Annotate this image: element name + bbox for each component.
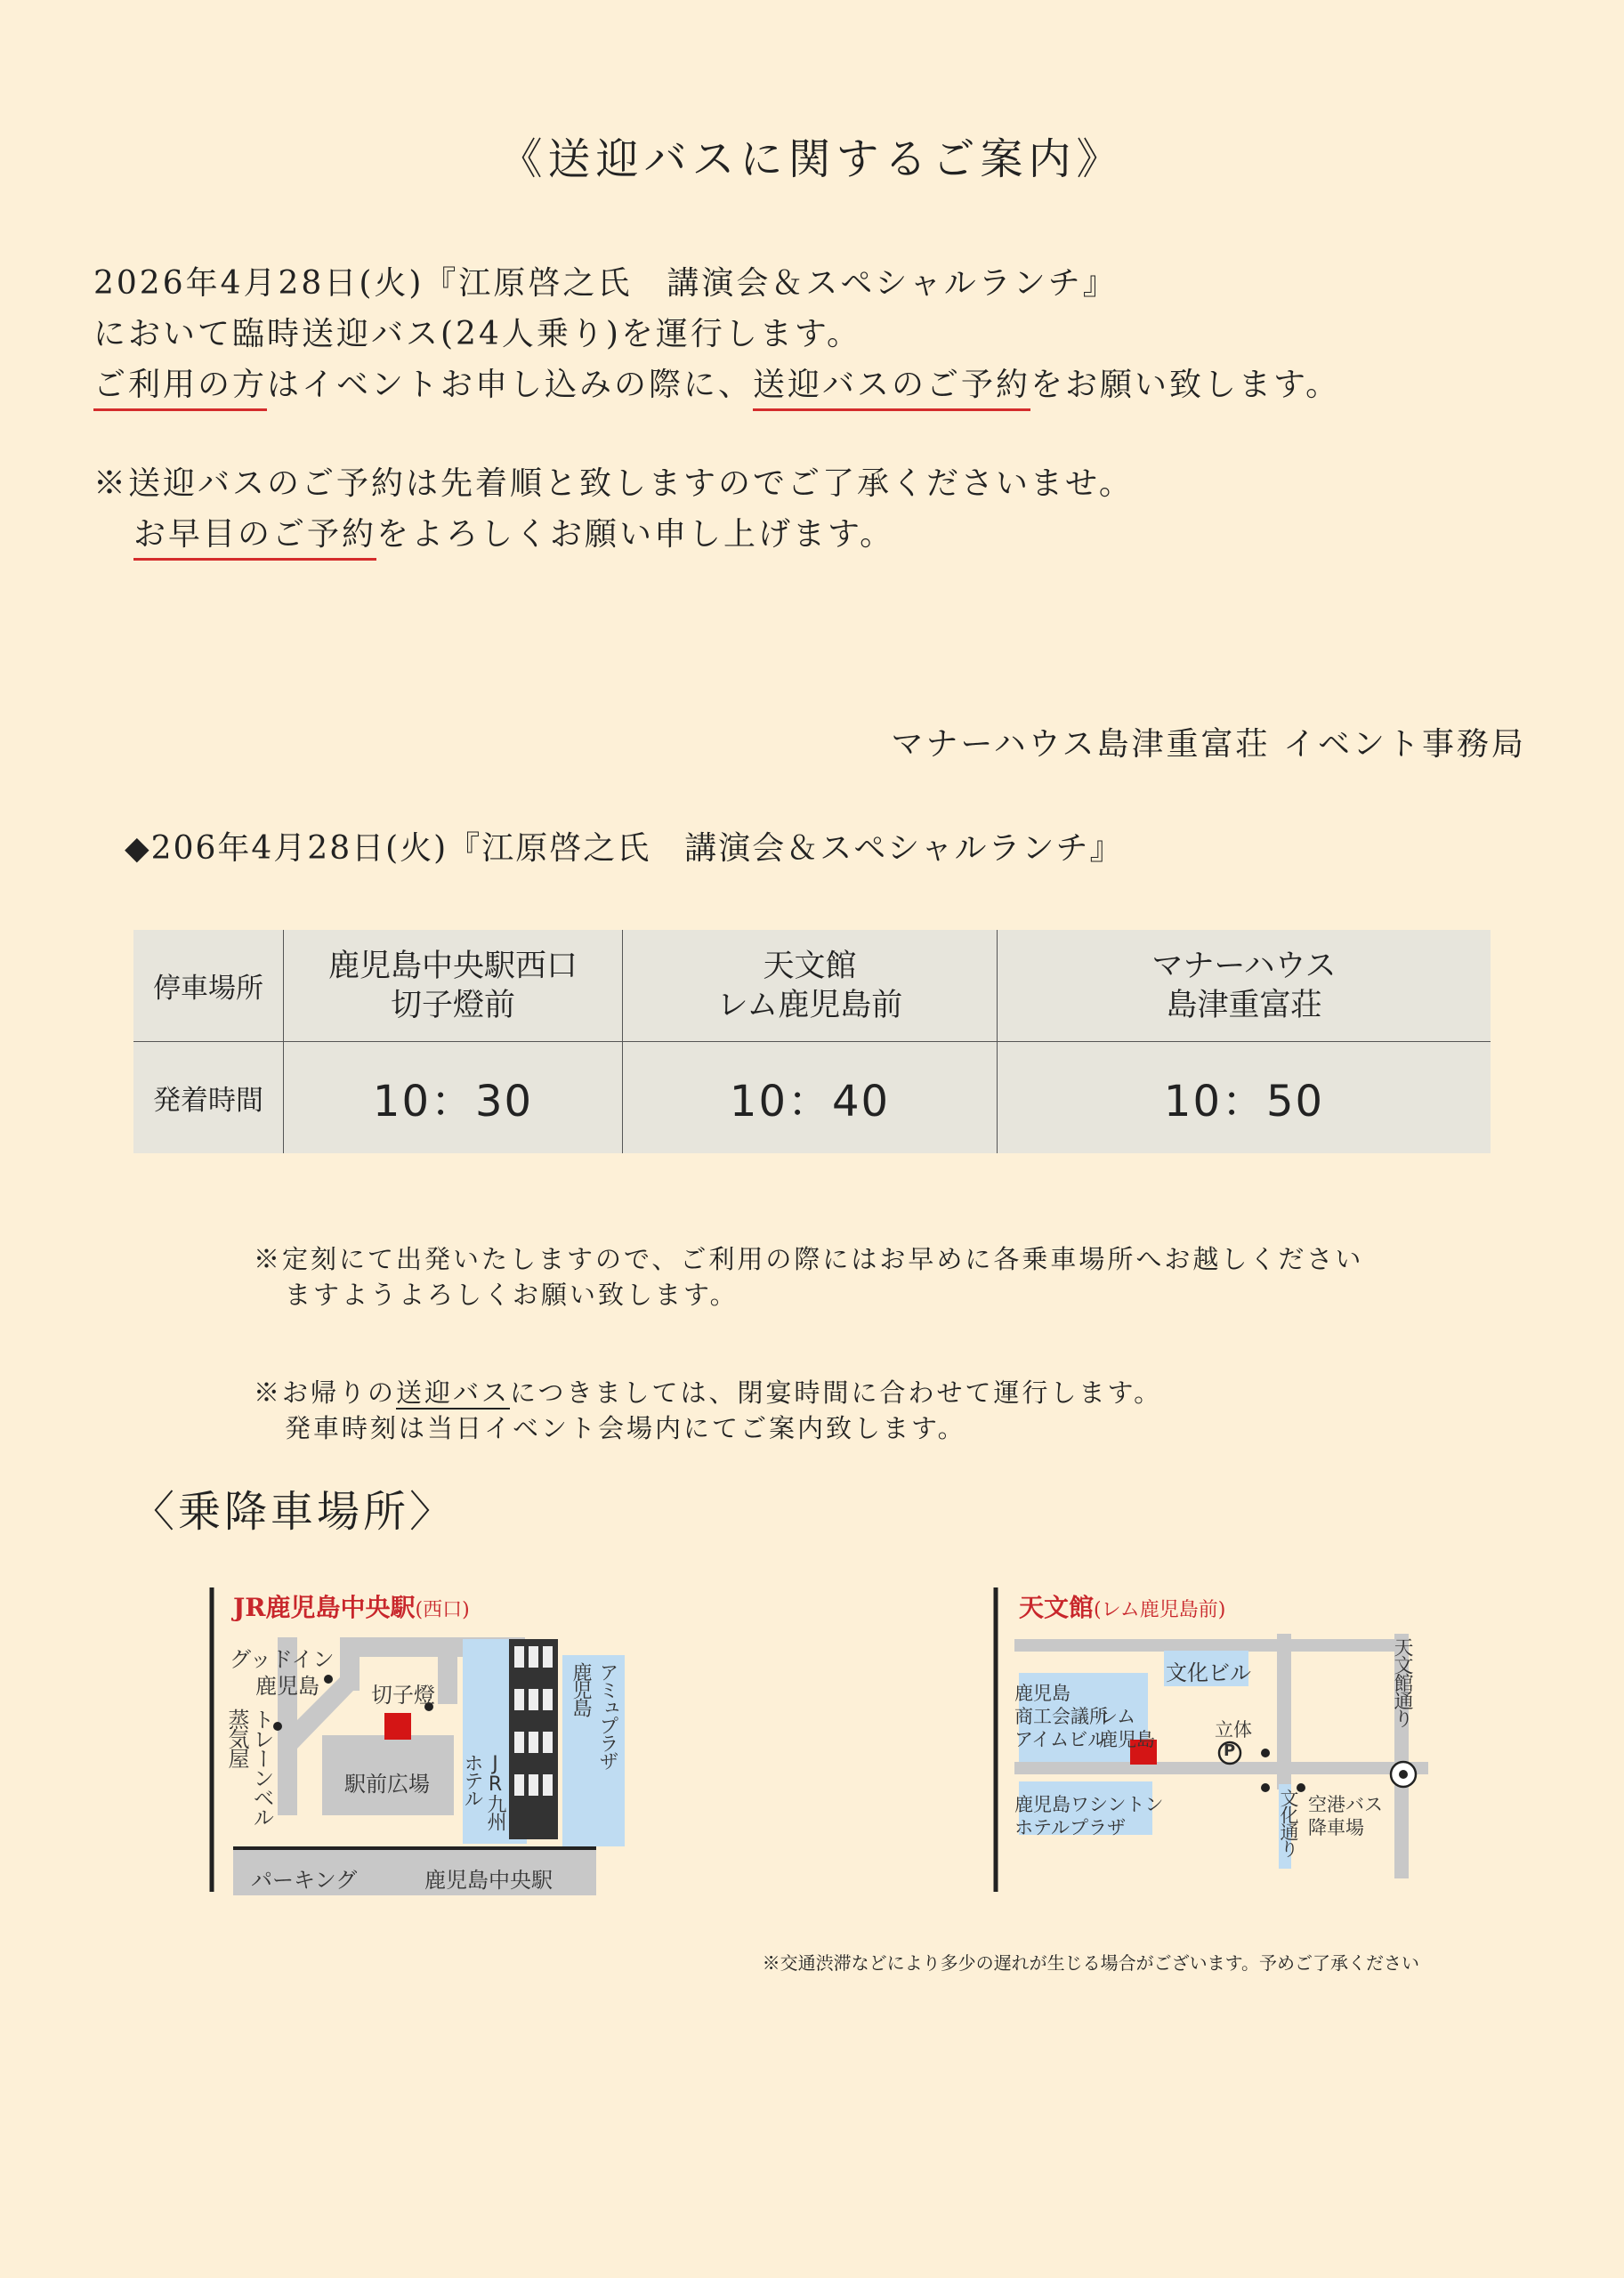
map-label: JR九州: [484, 1753, 506, 1830]
map-label: 鹿児島: [570, 1662, 592, 1716]
parking-icon: P: [1224, 1741, 1236, 1760]
intro-line-1: 2026年4月28日(火)『江原啓之氏 講演会＆スペシャルランチ』: [93, 265, 1118, 302]
disclaimer: ※交通渋滞などにより多少の遅れが生じる場合がございます。予めご了承ください: [762, 1952, 1419, 1974]
intro-text: をお願い致します。: [1030, 367, 1341, 403]
intro-line-2: において臨時送迎バス(24人乗り)を運行します。: [93, 316, 862, 352]
map-label: 鹿児島: [255, 1674, 319, 1699]
event-line: ◆206年4月28日(火)『江原啓之氏 講演会＆スペシャルランチ』: [125, 830, 1124, 867]
map-jr-station: [206, 1584, 634, 1895]
map-label: 鹿児島: [1099, 1729, 1155, 1750]
map-label: 鹿児島ワシントン: [1014, 1794, 1164, 1815]
map-label: ホテルプラザ: [1014, 1817, 1126, 1838]
map-title: 天文館(レム鹿児島前): [1019, 1593, 1226, 1622]
intro-text: をよろしくお願い申し上げます。: [376, 516, 895, 553]
map-label: ホテル: [461, 1753, 483, 1806]
map-label: 降車場: [1308, 1817, 1364, 1838]
note-1: ※定刻にて出発いたしますので、ご利用の際にはお早めに各乗車場所へお越しください ますようよろしくお願い致します。: [254, 1244, 1364, 1310]
organizer: マナーハウス島津重富荘 イベント事務局: [891, 726, 1526, 763]
map-label: グッドイン: [230, 1647, 335, 1672]
intro-line-5: [133, 509, 894, 554]
map-label: パーキング: [251, 1868, 358, 1893]
time-cell: 10：40: [623, 1042, 998, 1154]
underlined-reservation: 送迎バスのご予約: [753, 367, 1030, 411]
map-label: 蒸気屋: [224, 1708, 249, 1767]
map-title: JR鹿児島中央駅(西口): [233, 1593, 470, 1622]
stop-cell: マナーハウス 島津重富荘: [998, 930, 1491, 1042]
underlined-users: ご利用の方: [93, 367, 267, 411]
map-label: 文化ビル: [1166, 1660, 1251, 1685]
map-label: 鹿児島: [1014, 1683, 1071, 1704]
stop-cell: 天文館 レム鹿児島前: [623, 930, 998, 1042]
map-label: 鹿児島中央駅: [424, 1868, 553, 1893]
map-label: レム: [1099, 1706, 1136, 1727]
time-cell: 10：30: [284, 1042, 623, 1154]
intro-line-3: [93, 359, 1340, 405]
table-row: [133, 1042, 1491, 1154]
map-label: 商工会議所: [1014, 1706, 1108, 1727]
map-label: 立体: [1215, 1719, 1252, 1741]
map-label: 天文館通り: [1391, 1637, 1413, 1726]
bus-stop-marker: [384, 1713, 411, 1740]
page-title: 《送迎バスに関するご案内》: [499, 134, 1125, 184]
map-label: 切子燈: [371, 1683, 435, 1708]
map-tenmonkan: [992, 1584, 1428, 1895]
table-row: [133, 930, 1491, 1042]
time-cell: 10：50: [998, 1042, 1491, 1154]
underlined-early: お早目のご予約: [133, 516, 376, 561]
section-title: 〈乗降車場所〉: [132, 1487, 456, 1537]
intro-text: はイベントお申し込みの際に、: [267, 367, 754, 403]
map-label: アミュプラザ: [596, 1662, 618, 1769]
bus-timetable: [133, 930, 1491, 1153]
map-label: 駅前広場: [344, 1772, 430, 1797]
intro-line-4: ※送迎バスのご予約は先着順と致しますのでご了承くださいませ。: [93, 465, 1134, 502]
row-header-stop: 停車場所: [133, 930, 284, 1042]
stop-cell: 鹿児島中央駅西口 切子燈前: [284, 930, 623, 1042]
map-label: トレーンベル: [249, 1708, 274, 1826]
note-2: ※お帰りの送迎バスにつきましては、閉宴時間に合わせて運行します。 発車時刻は当日イベント会場内にてご案内致します。: [254, 1377, 1163, 1443]
row-header-time: 発着時間: [133, 1042, 284, 1154]
map-label: 文化通り: [1278, 1789, 1299, 1856]
map-label: アイムビル: [1014, 1729, 1107, 1750]
map-label: 空港バス: [1308, 1794, 1383, 1815]
